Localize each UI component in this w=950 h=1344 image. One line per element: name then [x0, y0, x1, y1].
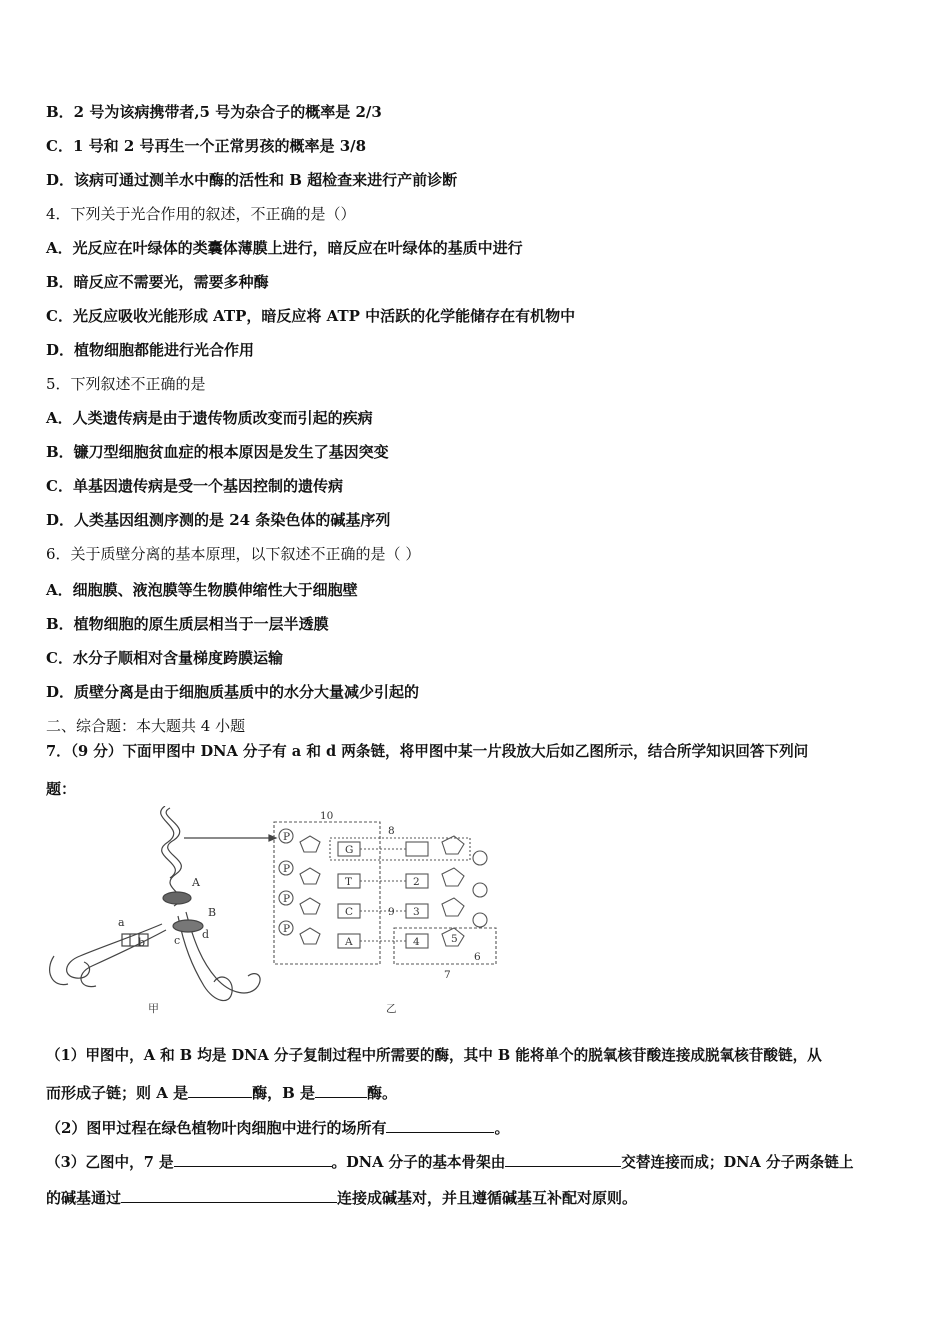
yi-caption: 乙 — [386, 1003, 397, 1015]
q5-stem: 5．下列叙述不正确的是 — [46, 375, 206, 393]
num-4: 4 — [413, 936, 420, 948]
q7-part1-cont — [46, 1083, 397, 1103]
q5-option-b: B．镰刀型细胞贫血症的根本原因是发生了基因突变 — [46, 443, 389, 461]
q3-option-d: D．该病可通过测羊水中酶的活性和 B 超检查来进行产前诊断 — [46, 171, 458, 189]
q6-option-b: B．植物细胞的原生质层相当于一层半透膜 — [46, 615, 329, 633]
q7-part1: （1）甲图中，A 和 B 均是 DNA 分子复制过程中所需要的酶，其中 B 能将单个的脱氧核苷酸连接成脱氧核苷酸链，从 — [46, 1047, 822, 1064]
q7-part3 — [46, 1152, 853, 1173]
dna-figure — [44, 806, 514, 1018]
q7-part2 — [46, 1118, 509, 1138]
q4-option-d: D．植物细胞都能进行光合作用 — [46, 341, 255, 359]
q3-option-b: B．2 号为该病携带者,5 号为杂合子的概率是 2/3 — [46, 103, 382, 121]
yi-diagram — [274, 822, 496, 964]
q6-option-d: D．质壁分离是由于细胞质基质中的水分大量减少引起的 — [46, 683, 420, 701]
num-2: 2 — [413, 876, 420, 888]
num-3: 3 — [413, 906, 420, 918]
q3-option-c: C．1 号和 2 号再生一个正常男孩的概率是 3/8 — [46, 137, 367, 155]
yi-labels — [283, 810, 481, 1015]
jia-diagram — [50, 806, 276, 1001]
q6-option-a: A．细胞膜、液泡膜等生物膜伸缩性大于细胞壁 — [46, 581, 358, 599]
q7-stem: 7．（9 分）下面甲图中 DNA 分子有 a 和 d 两条链，将甲图中某一片段放大后如乙图所示，结合所学知识回答下列问 — [46, 743, 809, 760]
q7-part1-text-c: 酶。 — [367, 1084, 398, 1102]
label-d: d — [202, 928, 210, 941]
jia-caption: 甲 — [148, 1002, 159, 1015]
answer-blank-7[interactable] — [174, 1152, 332, 1167]
num-9: 9 — [388, 906, 395, 918]
num-6: 6 — [474, 951, 481, 963]
q7-part1-text-a: 而形成子链；则 A 是 — [46, 1084, 189, 1102]
q4-option-b: B．暗反应不需要光，需要多种酶 — [46, 273, 269, 291]
phosphate-2: P — [283, 863, 291, 875]
q7-part1-text-b: 酶，B 是 — [252, 1084, 315, 1102]
base-A: A — [345, 936, 353, 948]
q7-part3-text-d: 的碱基通过 — [46, 1189, 122, 1207]
q7-part3-text-e: 连接成碱基对，并且遵循碱基互补配对原则。 — [337, 1189, 638, 1207]
q4-option-a: A．光反应在叶绿体的类囊体薄膜上进行，暗反应在叶绿体的基质中进行 — [46, 239, 523, 257]
label-A: A — [192, 876, 200, 889]
q4-option-c: C．光反应吸收光能形成 ATP，暗反应将 ATP 中活跃的化学能储存在有机物中 — [46, 307, 576, 325]
phosphate-1: P — [283, 831, 291, 843]
num-7: 7 — [444, 969, 451, 981]
answer-blank-backbone[interactable] — [505, 1152, 621, 1167]
q7-part3-cont — [46, 1188, 637, 1208]
q7-part2-end: 。 — [494, 1119, 510, 1137]
q5-option-a: A．人类遗传病是由于遗传物质改变而引起的疾病 — [46, 409, 373, 427]
q4-stem: 4．下列关于光合作用的叙述，不正确的是（） — [46, 205, 356, 223]
answer-blank-enzyme-a[interactable] — [188, 1083, 252, 1098]
label-c: c — [174, 934, 181, 947]
base-T: T — [345, 876, 353, 888]
q7-part3-text-a: （3）乙图中，7 是 — [46, 1154, 174, 1171]
num-8: 8 — [388, 825, 395, 837]
q5-option-d: D．人类基因组测序测的是 24 条染色体的碱基序列 — [46, 511, 391, 529]
answer-blank-location[interactable] — [386, 1118, 494, 1133]
base-C: C — [345, 906, 354, 918]
label-B: B — [208, 906, 217, 919]
label-a: a — [118, 916, 125, 929]
label-b: b — [138, 936, 146, 949]
num-10: 10 — [320, 810, 334, 822]
q7-stem-cont: 题： — [46, 780, 77, 798]
q6-option-c: C．水分子顺相对含量梯度跨膜运输 — [46, 649, 283, 667]
phosphate-4: P — [283, 923, 291, 935]
section-heading: 二、综合题：本大题共 4 小题 — [46, 717, 246, 735]
q7-part3-text-b: 。DNA 分子的基本骨架由 — [331, 1154, 506, 1171]
num-5: 5 — [451, 933, 458, 945]
answer-blank-enzyme-b[interactable] — [315, 1083, 367, 1098]
q7-part3-text-c: 交替连接而成；DNA 分子两条链上 — [621, 1154, 854, 1171]
base-G: G — [345, 844, 354, 856]
answer-blank-bond[interactable] — [121, 1188, 337, 1203]
q5-option-c: C．单基因遗传病是受一个基因控制的遗传病 — [46, 477, 343, 495]
q6-stem: 6．关于质壁分离的基本原理，以下叙述不正确的是（ ） — [46, 545, 421, 563]
q7-part2-text: （2）图甲过程在绿色植物叶肉细胞中进行的场所有 — [46, 1119, 387, 1137]
phosphate-3: P — [283, 893, 291, 905]
